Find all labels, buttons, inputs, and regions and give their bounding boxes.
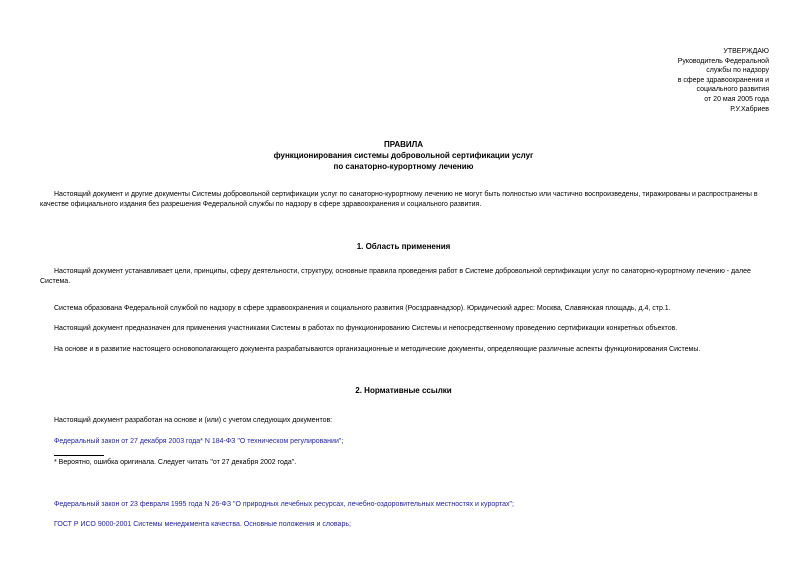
approval-line-development: социального развития	[696, 86, 769, 94]
approval-stamp	[678, 47, 769, 114]
approval-line-date: от 20 мая 2005 года	[704, 95, 769, 103]
reference-link-gost-iso-9000[interactable]: ГОСТ Р ИСО 9000-2001 Системы менеджмента качества. Основные положения и словарь;	[54, 521, 351, 528]
section-1-paragraph-1: Настоящий документ устанавливает цели, принципы, сферу деятельности, структуру, основные правила проведения работ в Системе добровольной сертификации услуг по санаторно-курортному лечению - далее Система.	[40, 268, 751, 285]
section-2-heading: 2. Нормативные ссылки	[355, 386, 452, 395]
approval-line-position: Руководитель Федеральной	[677, 57, 769, 65]
section-1-paragraph-4: На основе и в развитие настоящего основополагающего документа разрабатываются организационные и методические документы, определяющие различные аспекты функционирования Системы.	[54, 346, 701, 353]
footnote-text: * Вероятно, ошибка оригинала. Следует читать "от 27 декабря 2002 года".	[54, 459, 297, 466]
approval-line-service: службы по надзору	[706, 67, 769, 75]
approval-line-signatory: Р.У.Хабриев	[730, 105, 769, 113]
document-title	[0, 139, 807, 172]
title-line-3: по санаторно-курортному лечению	[333, 162, 474, 171]
approval-line-sphere: в сфере здравоохранения и	[677, 76, 769, 84]
section-2-paragraph-1: Настоящий документ разработан на основе и (или) с учетом следующих документов:	[54, 417, 333, 424]
reference-link-26-fz[interactable]: Федеральный закон от 23 февраля 1995 года N 26-ФЗ "О природных лечебных ресурсах, лечебно-оздоровительных местностях и курортах";	[54, 501, 514, 508]
intro-paragraph: Настоящий документ и другие документы Системы добровольной сертификации услуг по санаторно-курортному лечению не могут быть полностью или частично воспроизведены, тиражированы и распространены в качестве официального издания без разрешения Федеральной службы по надзору в сфере здравоохранения и социального развития.	[40, 191, 758, 208]
approval-line-approve: УТВЕРЖДАЮ	[723, 48, 769, 55]
title-line-2: функционирования системы добровольной сертификации услуг	[273, 151, 534, 160]
section-1-heading: 1. Область применения	[356, 242, 451, 251]
section-1-paragraph-2: Система образована Федеральной службой по надзору в сфере здравоохранения и социального развития (Росздравнадзор). Юридический адрес: Москва, Славянская площадь, д.4, стр.1.	[54, 305, 671, 312]
reference-link-184-fz[interactable]: Федеральный закон от 27 декабря 2003 года* N 184-ФЗ "О техническом регулировании";	[54, 438, 344, 445]
footnote-divider	[54, 455, 104, 456]
section-1-paragraph-3: Настоящий документ предназначен для применения участниками Системы в работах по функционированию Системы и непосредственному проведению сертификации конкретных объектов.	[54, 325, 678, 332]
title-line-1: ПРАВИЛА	[383, 140, 424, 149]
